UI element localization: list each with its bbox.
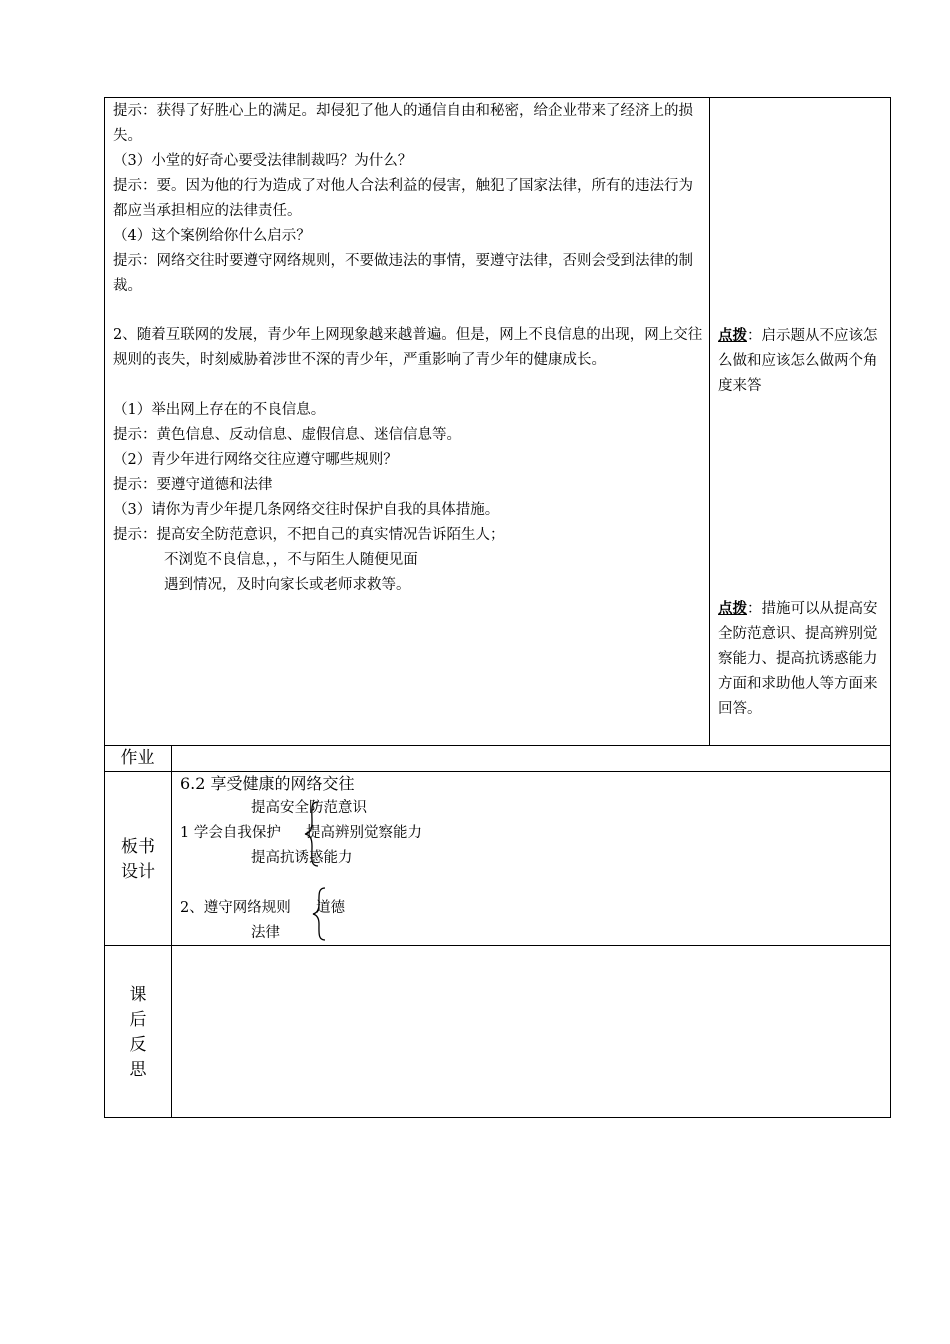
case-2-paragraph: 2、随着互联网的发展，青少年上网现象越来越普遍。但是，网上不良信息的出现，网上交往规则的丧失，时刻威胁着涉世不深的青少年，严重影响了青少年的健康成长。 [113, 327, 703, 368]
question-3: （3）小堂的好奇心要受法律制裁吗？为什么？ [113, 153, 413, 169]
side-note-1 [718, 323, 884, 399]
label-column-divider [171, 745, 172, 1118]
hint-answer-4: 提示：网络交往时要遵守网络规则，不要做违法的事情，要遵守法律，否则会受到法律的制裁。 [113, 253, 693, 294]
brace-2-icon [310, 886, 328, 942]
hint-answer-3: 提示：要。因为他的行为造成了对他人合法利益的侵害，触犯了国家法律，所有的违法行为都应当承担相应的法律责任。 [113, 178, 693, 219]
board-title: 6.2 享受健康的网络交往 [180, 774, 355, 793]
side-column-divider [709, 97, 710, 746]
board-item-1-b: 提高辨别觉察能力 [306, 825, 422, 841]
row-divider-reflection-top [104, 945, 891, 946]
case-2-question-2: （2）青少年进行网络交往应遵守哪些规则？ [113, 452, 398, 468]
case-2-question-1: （1）举出网上存在的不良信息。 [113, 402, 326, 418]
side-note-1-text: ：启示题从不应该怎么做和应该怎么做两个角度来答 [718, 328, 878, 394]
case-2-answer-2: 提示：要遵守道德和法律 [113, 477, 273, 493]
case-2-answer-1: 提示：黄色信息、反动信息、虚假信息、迷信信息等。 [113, 427, 461, 443]
side-note-2-label: 点拨 [718, 600, 747, 617]
reflection-label: 课后反思 [129, 985, 147, 1080]
board-item-2-prefix: 2、遵守网络规则 [180, 900, 291, 916]
question-4: （4）这个案例给你什么启示？ [113, 228, 311, 244]
case-2-answer-3-line-3: 遇到情况，及时向家长或老师求救等。 [164, 577, 411, 593]
hint-paragraph-1: 提示：获得了好胜心上的满足。却侵犯了他人的通信自由和秘密，给企业带来了经济上的损失。 [113, 103, 693, 144]
board-item-1-c: 提高抗诱惑能力 [251, 850, 353, 866]
case-2-question-3: （3）请你为青少年提几条网络交往时保护自我的具体措施。 [113, 502, 500, 518]
board-item-1-prefix: 1 学会自我保护 [180, 825, 281, 841]
row-divider-board-top [104, 771, 891, 772]
side-note-1-label: 点拨 [718, 327, 747, 344]
side-note-2 [718, 596, 884, 722]
brace-1-icon [302, 800, 322, 868]
case-2-answer-3-line-2: 不浏览不良信息，，不与陌生人随便见面 [164, 552, 418, 568]
board-item-2-a: 道德 [316, 900, 345, 916]
homework-label: 作业 [120, 748, 155, 768]
board-item-1-a: 提高安全防范意识 [251, 800, 367, 816]
board-design-label: 板书设计 [121, 837, 155, 882]
row-divider-homework-top [104, 745, 891, 746]
case-2-answer-3-line-1: 提示：提高安全防范意识，不把自己的真实情况告诉陌生人； [113, 527, 505, 543]
side-note-2-text: ：措施可以从提高安全防范意识、提高辨别觉察能力、提高抗诱惑能力方面和求助他人等方面来回答。 [718, 601, 878, 717]
board-item-2-b: 法律 [251, 925, 280, 941]
